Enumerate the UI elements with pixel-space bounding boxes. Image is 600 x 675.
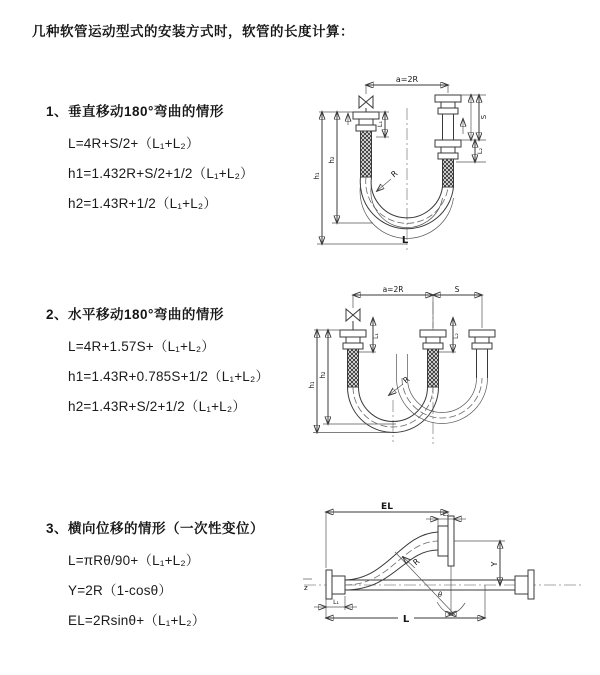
braided-hose-section xyxy=(428,349,439,387)
diagram-horizontal-180-bend xyxy=(308,282,597,454)
braided-hose-section xyxy=(443,159,454,187)
hose-s-curve-displaced xyxy=(345,532,438,590)
radius-construction-line xyxy=(395,552,456,616)
angle-arc xyxy=(437,602,453,614)
dim-label-h1: h₁ xyxy=(308,381,316,389)
right-flange xyxy=(515,570,534,599)
dim-label-h2: h₂ xyxy=(319,371,327,379)
left-flange-assembly xyxy=(340,330,366,387)
formula-h2: h2=1.43R+1/2（L₁+L₂） xyxy=(68,196,218,211)
radius-label: R xyxy=(401,374,412,386)
formula-L: L=πRθ/90+（L₁+L₂） xyxy=(68,553,200,568)
valve-icon xyxy=(359,96,373,108)
section-lateral-displacement xyxy=(46,517,264,636)
valve-icon xyxy=(346,309,360,321)
braided-hose-section xyxy=(361,131,372,177)
section-1-formulas xyxy=(68,129,254,219)
dim-label-a2r: a=2R xyxy=(382,285,404,294)
angle-label: θ xyxy=(437,591,443,599)
dim-label-s: S xyxy=(480,114,488,120)
formula-EL: EL=2Rsinθ+（L₁+L₂） xyxy=(68,613,206,628)
formula-L: L=4R+S/2+（L₁+L₂） xyxy=(68,136,200,151)
dim-label-l2: L₂ xyxy=(476,147,484,155)
dim-label-a2r: a=2R xyxy=(395,75,419,84)
dim-label-y: Y xyxy=(490,561,499,567)
section-vertical-180 xyxy=(46,100,254,219)
formula-L: L=4R+1.57S+（L₁+L₂） xyxy=(68,339,215,354)
upper-flange-displaced xyxy=(438,516,454,566)
section-horizontal-180 xyxy=(46,303,269,422)
right-flange-assembly-upper xyxy=(435,95,461,114)
formula-h1: h1=1.432R+S/2+1/2（L₁+L₂） xyxy=(68,166,254,181)
left-flange xyxy=(326,570,345,599)
section-2-formulas xyxy=(68,332,269,422)
radius-label: R xyxy=(411,556,422,568)
dim-label-h2: h₂ xyxy=(328,156,336,164)
section-3-formulas xyxy=(68,546,264,636)
formula-h1: h1=1.43R+0.785S+1/2（L₁+L₂） xyxy=(68,369,270,384)
radius-label: R xyxy=(389,168,400,180)
page-title: 几种软管运动型式的安装方式时，软管的长度计算： xyxy=(32,24,354,39)
diagram-vertical-180-bend xyxy=(315,72,587,258)
dim-label-l2: L₂ xyxy=(442,510,450,518)
right-flange-assembly-displaced xyxy=(469,330,495,378)
formula-Y: Y=2R（1-cosθ） xyxy=(68,583,173,598)
axis-mark: z xyxy=(304,584,308,592)
middle-flange-assembly xyxy=(420,330,446,387)
angle-arc xyxy=(449,603,465,614)
radius-leader xyxy=(377,179,391,191)
dim-label-l1: L₁ xyxy=(333,599,339,606)
braided-hose-section xyxy=(348,349,359,387)
hose-u-bend-displaced xyxy=(397,354,488,424)
formula-h2: h2=1.43R+S/2+1/2（L₁+L₂） xyxy=(68,399,247,414)
dim-label-l1: L₁ xyxy=(376,120,384,128)
dim-label-el: EL xyxy=(381,502,393,512)
dim-label-s: S xyxy=(454,285,460,294)
hose-u-bend xyxy=(360,177,453,238)
section-1-heading: 1、垂直移动180°弯曲的情形 xyxy=(46,104,224,119)
dim-label-l2: L₂ xyxy=(453,333,460,339)
length-label: L xyxy=(402,614,410,625)
dim-label-l1: L₁ xyxy=(373,333,380,339)
radius-leader xyxy=(389,384,403,395)
diagram-lateral-displacement xyxy=(300,500,590,652)
length-label: L xyxy=(401,235,409,246)
right-flange-assembly-lower xyxy=(435,140,461,187)
dim-label-h1: h₁ xyxy=(313,172,321,180)
section-3-heading: 3、横向位移的情形（一次性变位） xyxy=(46,521,265,536)
section-2-heading: 2、水平移动180°弯曲的情形 xyxy=(46,307,224,322)
